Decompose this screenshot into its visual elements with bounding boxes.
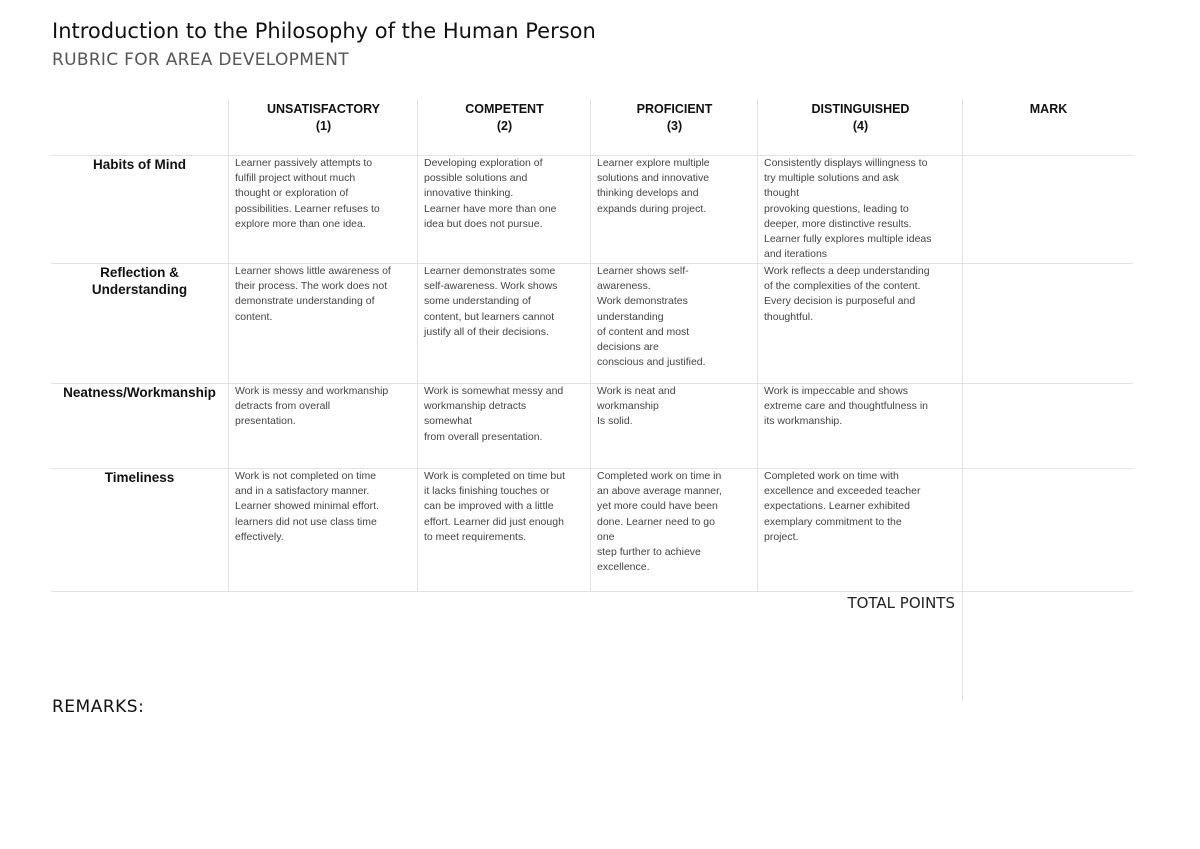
description-distinguished: Consistently displays willingness to try multiple solutions and ask thought provoking questions, leading to deeper, more distinctive results. Learner fully explores multiple ideas and iterations xyxy=(758,156,963,263)
rubric-table xyxy=(51,99,1133,702)
description-distinguished: Completed work on time with excellence and exceeded teacher expectations. Learner exhibited exemplary commitment to the project. xyxy=(758,469,963,591)
criterion-label: Timeliness xyxy=(51,469,229,591)
total-points-cell[interactable] xyxy=(962,592,1134,701)
rubric-row-habits-of-mind xyxy=(51,156,1133,264)
header-unsatisfactory: UNSATISFACTORY (1) xyxy=(229,99,418,155)
description-competent: Work is somewhat messy and workmanship detracts somewhat from overall presentation. xyxy=(418,384,591,468)
description-proficient: Work is neat and workmanship Is solid. xyxy=(591,384,758,468)
mark-cell[interactable] xyxy=(963,264,1133,383)
description-unsatisfactory: Work is messy and workmanship detracts from overall presentation. xyxy=(229,384,418,468)
total-points-label: TOTAL POINTS xyxy=(847,594,955,612)
description-proficient: Completed work on time in an above average manner, yet more could have been done. Learner need to go one step further to achieve excellence. xyxy=(591,469,758,591)
description-competent: Developing exploration of possible solutions and innovative thinking. Learner have more than one idea but does not pursue. xyxy=(418,156,591,263)
description-competent: Learner demonstrates some self-awareness. Work shows some understanding of content, but learners cannot justify all of their decisions. xyxy=(418,264,591,383)
description-competent: Work is completed on time but it lacks finishing touches or can be improved with a little effort. Learner did just enough to meet requirements. xyxy=(418,469,591,591)
total-points-row xyxy=(51,592,1133,702)
rubric-row-timeliness xyxy=(51,469,1133,592)
rubric-row-reflection-understanding xyxy=(51,264,1133,384)
description-proficient: Learner shows self- awareness. Work demonstrates understanding of content and most decisions are conscious and justified. xyxy=(591,264,758,383)
header-mark: MARK xyxy=(1029,102,1068,116)
mark-cell[interactable] xyxy=(963,469,1133,591)
description-proficient: Learner explore multiple solutions and innovative thinking develops and expands during project. xyxy=(591,156,758,263)
mark-cell[interactable] xyxy=(963,384,1133,468)
description-unsatisfactory: Work is not completed on time and in a satisfactory manner. Learner showed minimal effort. learners did not use class time effectively. xyxy=(229,469,418,591)
description-distinguished: Work is impeccable and shows extreme care and thoughtfulness in its workmanship. xyxy=(758,384,963,468)
document-title: Introduction to the Philosophy of the Human Person xyxy=(52,19,596,43)
header-distinguished: DISTINGUISHED (4) xyxy=(758,99,963,155)
header-proficient: PROFICIENT (3) xyxy=(591,99,758,155)
criterion-label: Neatness/Workmanship xyxy=(51,384,229,468)
rubric-header-row xyxy=(51,99,1133,156)
remarks-label: REMARKS: xyxy=(52,697,145,717)
criterion-label: Habits of Mind xyxy=(51,156,229,263)
document-subtitle: RUBRIC FOR AREA DEVELOPMENT xyxy=(52,50,349,70)
rubric-row-neatness-workmanship xyxy=(51,384,1133,469)
description-distinguished: Work reflects a deep understanding of the complexities of the content. Every decision is purposeful and thoughtful. xyxy=(758,264,963,383)
mark-cell[interactable] xyxy=(963,156,1133,263)
description-unsatisfactory: Learner shows little awareness of their process. The work does not demonstrate understanding of content. xyxy=(229,264,418,383)
header-competent: COMPETENT (2) xyxy=(418,99,591,155)
description-unsatisfactory: Learner passively attempts to fulfill project without much thought or exploration of possibilities. Learner refuses to explore more than one idea. xyxy=(229,156,418,263)
header-blank-cell xyxy=(51,99,229,155)
criterion-label: Reflection & Understanding xyxy=(51,264,229,383)
